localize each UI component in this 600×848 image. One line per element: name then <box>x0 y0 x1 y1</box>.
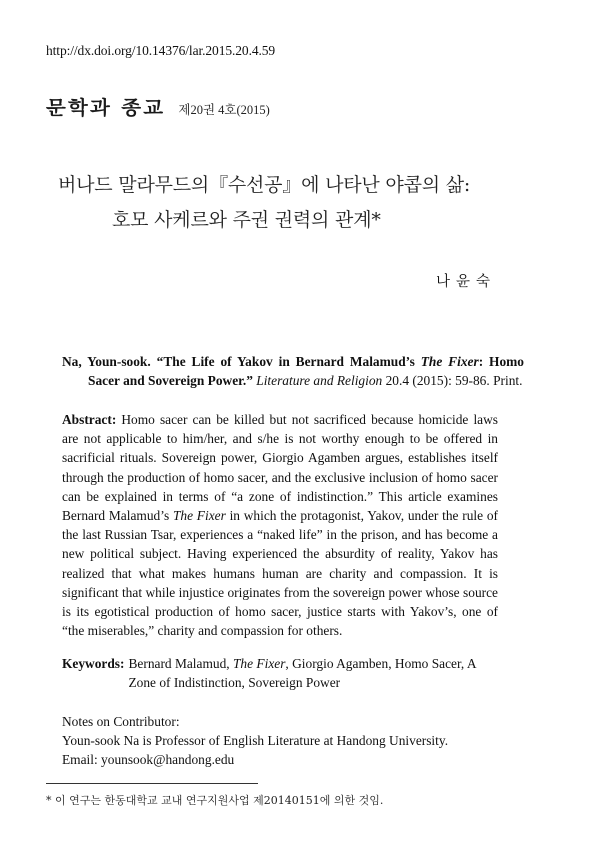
author-name: 나윤숙 <box>435 274 496 290</box>
abstract-text-1: Homo sacer can be killed but not sacrificed because homicide laws are not applicable to him/her, and s/he is not worthy enough to be offered in sacrificial rituals. Sovereign power, Giorgio Agamben argues, establishes itself through the production of homo sacer, and the exclusive inclusion of homo sacer can be explained in terms of “a zone of indistinction.” This article examines Bernard Malamud’s <box>62 412 498 524</box>
keywords-text <box>128 654 498 692</box>
footnote: * 이 연구는 한동대학교 교내 연구지원사업 제20140151에 의한 것임. <box>46 794 384 807</box>
keywords-label: Keywords: <box>62 656 125 671</box>
citation-journal: Literature and Religion <box>256 373 383 389</box>
keywords-work-title: The Fixer <box>232 656 286 671</box>
contributor-notes <box>62 712 448 770</box>
citation-details: 20.4 (2015): 59-86. Print. <box>382 373 523 389</box>
citation <box>62 352 524 390</box>
abstract-work-title: The Fixer <box>172 508 226 524</box>
journal-logo: 문학과 종교 <box>46 97 166 119</box>
abstract-label: Abstract: <box>62 412 117 427</box>
volume-issue: 제20권 4호(2015) <box>178 103 270 117</box>
paper-title-line-1: 버나드 말라무드의『수선공』에 나타난 야콥의 삶: <box>58 174 471 196</box>
keywords-text-2: , Giorgio Agamben, Homo Sacer, A Zone of Indistinction, Sovereign Power <box>128 656 476 691</box>
paper-title-line-2: 호모 사케르와 주권 권력의 관계* <box>112 209 381 231</box>
footnote-divider <box>46 783 258 784</box>
abstract-text-2: in which the protagonist, Yakov, under the rule of the last Russian Tsar, experiences a “naked life” in the prison, and has become a new political subject. Having experienced the absurdity of reality, Yakov has realized that what makes humans human are charity and compassion. It is significant that while injustice originates from the sovereign power whose source is its egotistical production of homo sacer, justice starts with Yakov’s, one of “the miserables,” charity and compassion for others. <box>62 508 499 639</box>
citation-author: Na, Youn-sook. <box>62 354 151 369</box>
citation-title-a: “The Life of Yakov in Bernard Malamud’s <box>156 354 421 369</box>
citation-work-title: The Fixer <box>420 354 479 369</box>
citation-title-b: : Homo Sacer and Sovereign Power.” <box>88 354 524 389</box>
contributor-heading: Notes on Contributor: <box>62 714 180 729</box>
abstract <box>62 410 498 640</box>
journal-header <box>46 93 270 120</box>
keywords-text-1: Bernard Malamud, <box>128 656 233 671</box>
contributor-email[interactable]: Email: younsook@handong.edu <box>62 752 235 768</box>
contributor-bio: Youn-sook Na is Professor of English Literature at Handong University. <box>62 733 449 749</box>
keywords <box>62 654 498 692</box>
doi-link[interactable]: http://dx.doi.org/10.14376/lar.2015.20.4.59 <box>46 43 276 58</box>
